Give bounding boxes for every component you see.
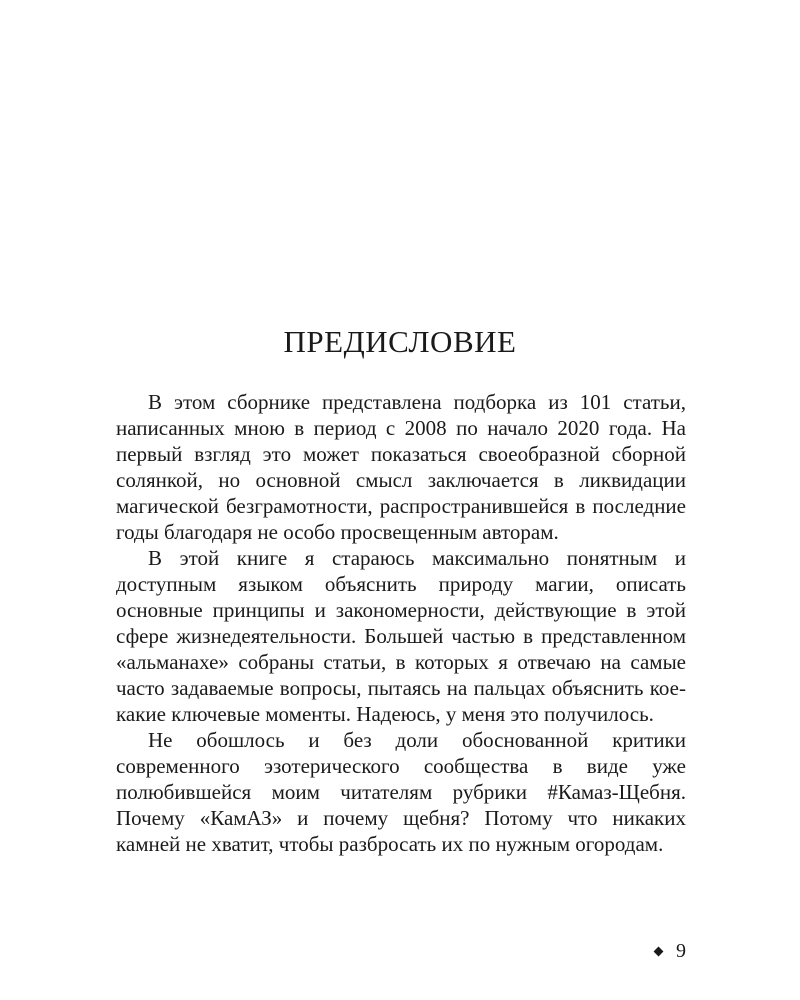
body-text	[116, 389, 686, 857]
paragraph-2: В этой книге я стараюсь максимально понятным и доступным языком объяснить природу магии, описать основные принципы и закономерности, действующие в этой сфере жизнедеятельности. Большей частью в представленном «альманахе» собраны статьи, в которых я отвечаю на самые часто задаваемые вопросы, пытаясь на пальцах объяснить кое-какие ключевые моменты. Надеюсь, у меня это получилось.	[116, 546, 686, 726]
diamond-icon	[654, 946, 664, 956]
page-title: ПРЕДИСЛОВИЕ	[283, 324, 517, 359]
page-number: 9	[676, 940, 686, 962]
page-footer	[655, 939, 686, 963]
paragraph-1: В этом сборнике представлена подборка из 101 статьи, написанных мною в период с 2008 по начало 2020 года. На первый взгляд это может показаться своеобразной сборной солянкой, но основной смысл заключается в ликвидации магической безграмотности, распространившейся в последние годы благодаря не особо просвещенным авторам.	[116, 390, 686, 544]
paragraph-3: Не обошлось и без доли обоснованной критики современного эзотерического сообщества в виде уже полюбившейся моим читателям рубрики #Камаз-Щебня. Почему «КамАЗ» и почему щебня? Потому что никаких камней не хватит, чтобы разбросать их по нужным огородам.	[116, 728, 686, 856]
